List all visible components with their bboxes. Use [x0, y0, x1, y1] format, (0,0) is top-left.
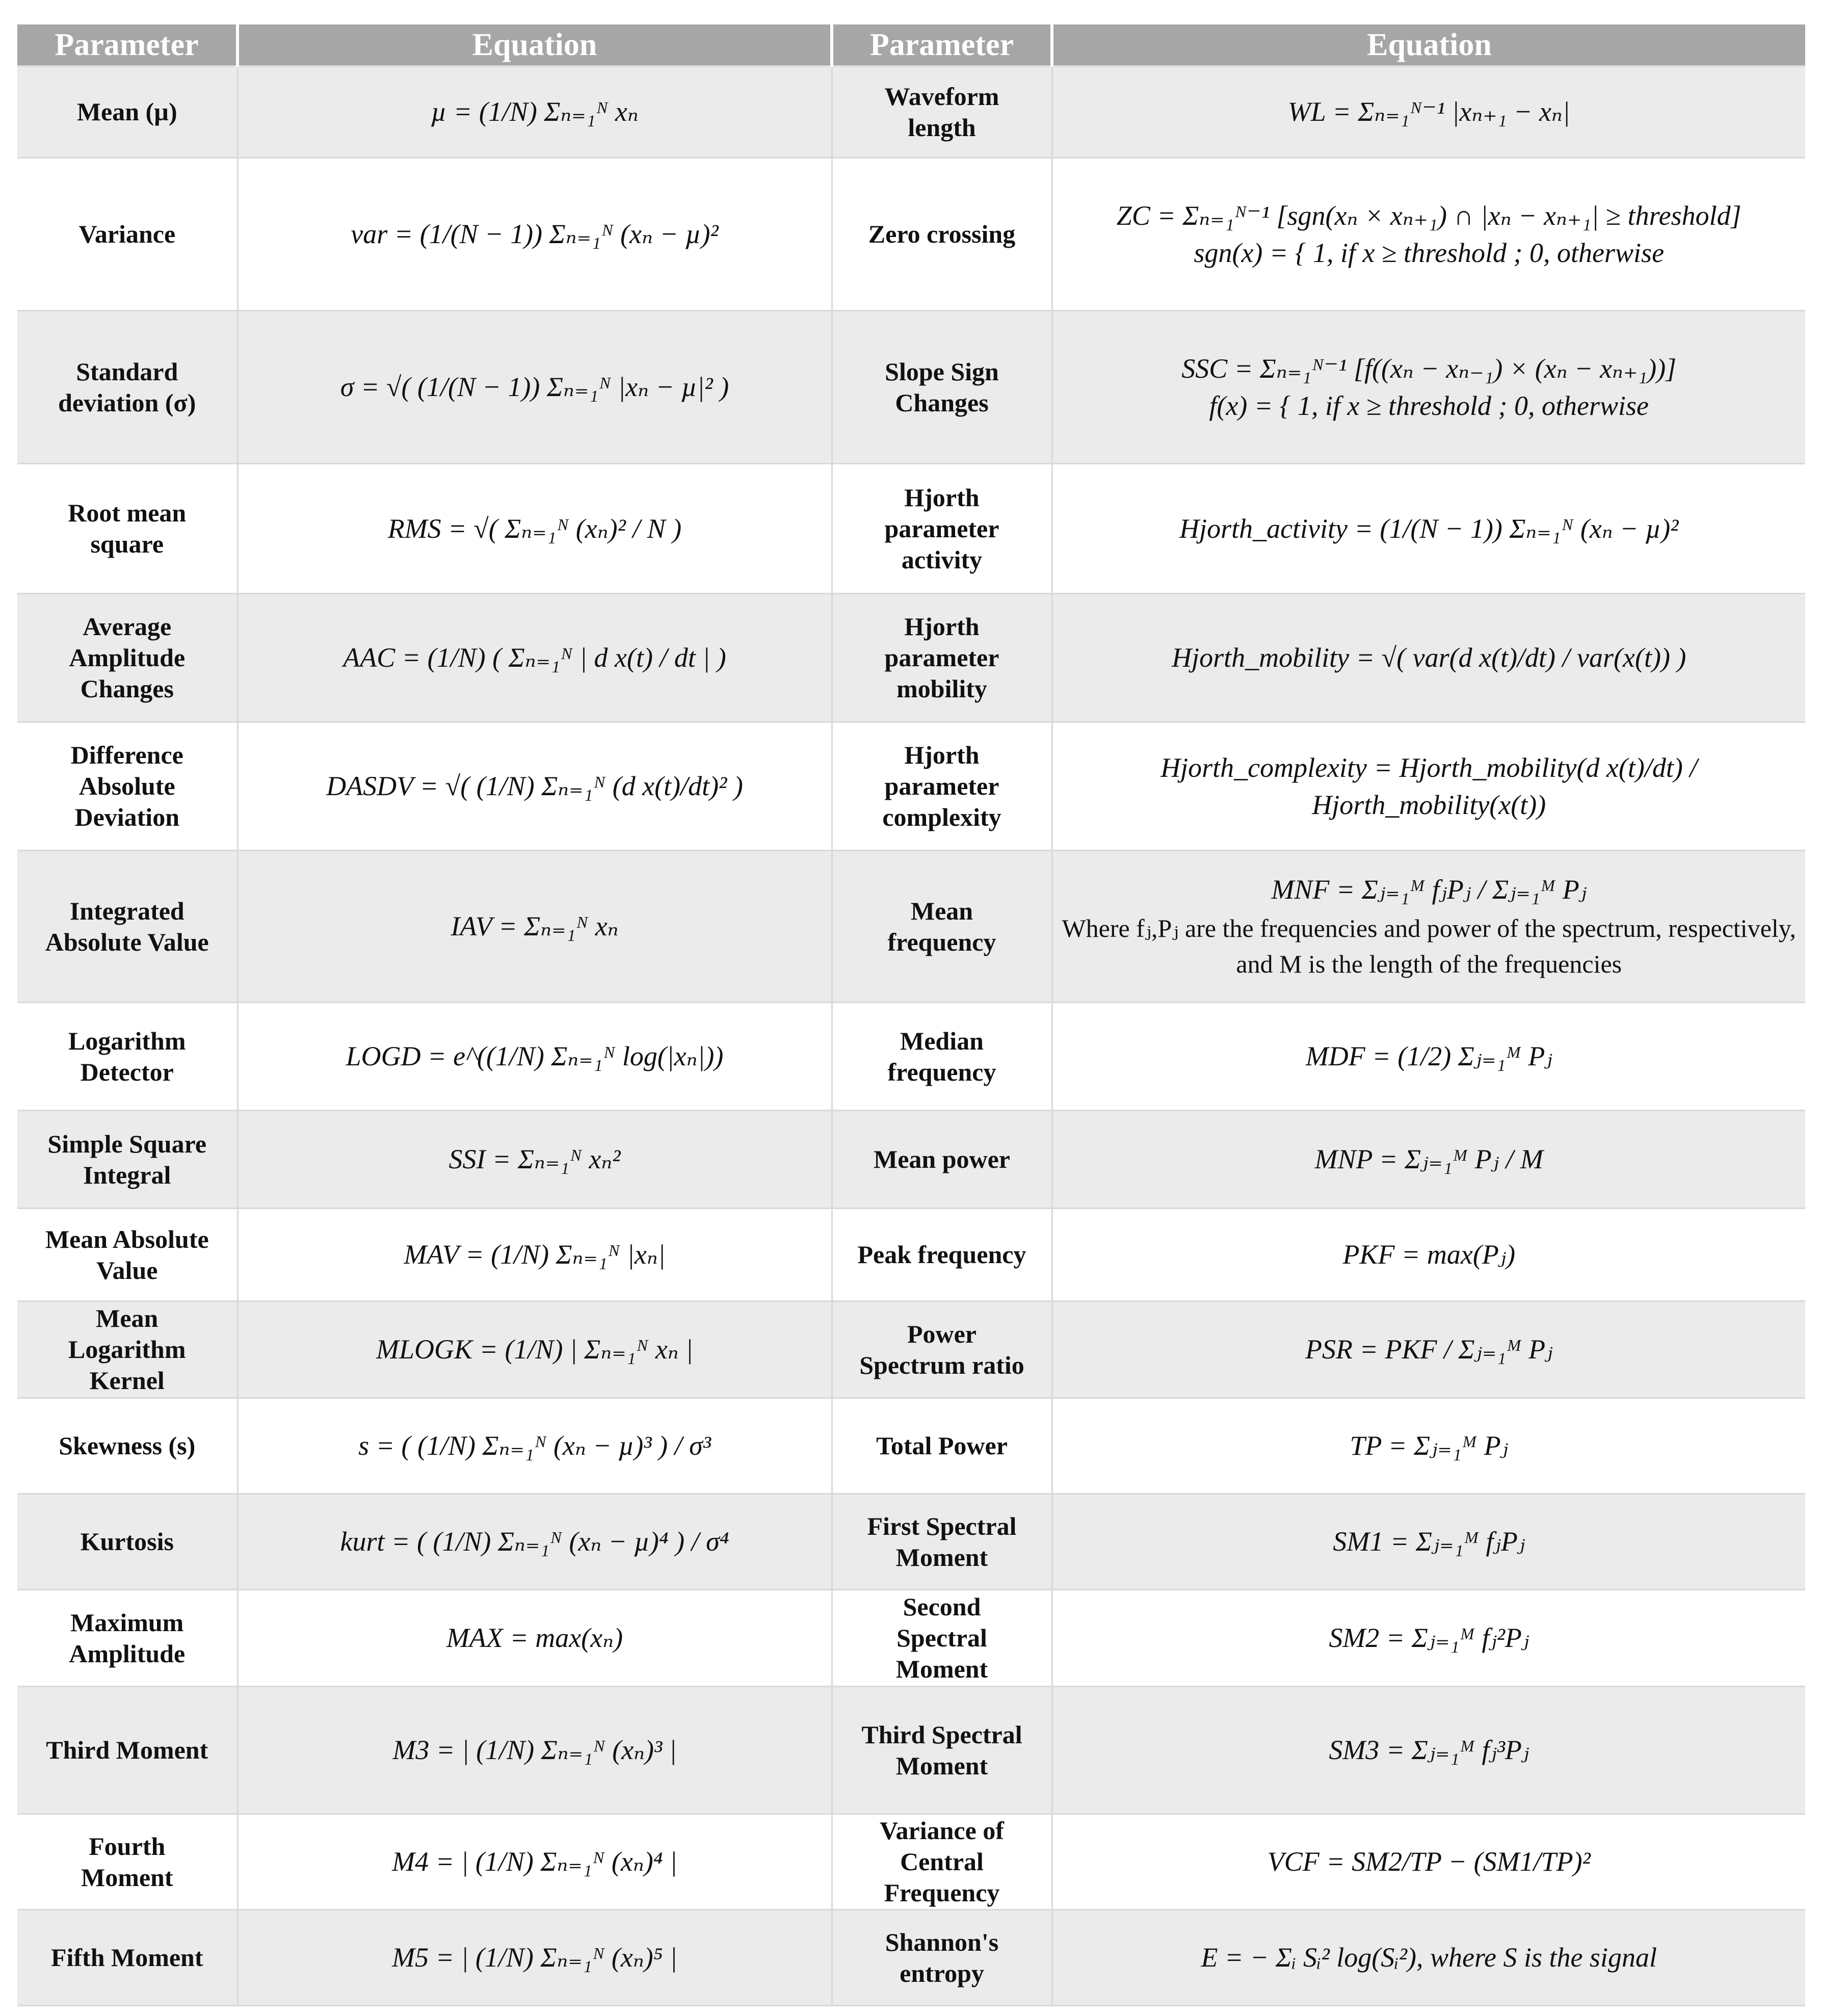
equation-cell [237, 311, 832, 464]
equation-line: WL = Σₙ₌₁ᴺ⁻¹ |xₙ₊₁ − xₙ| [1287, 96, 1570, 127]
equation-cell [1052, 1209, 1805, 1301]
equation-line: TP = Σⱼ₌₁ᴹ Pⱼ [1350, 1430, 1508, 1461]
equation-cell [237, 158, 832, 311]
equation-cell [237, 851, 832, 1003]
equation-cell [237, 1003, 832, 1111]
equation-line: MLOGK = (1/N) | Σₙ₌₁ᴺ xₙ | [376, 1334, 694, 1365]
equation-line: PSR = PKF / Σⱼ₌₁ᴹ Pⱼ [1305, 1334, 1553, 1365]
equation-cell [1052, 1494, 1805, 1590]
parameter-cell: Hjorth parameter activity [832, 464, 1052, 594]
parameter-cell: Hjorth parameter mobility [832, 594, 1052, 722]
parameter-cell: Third Moment [17, 1687, 237, 1814]
header-parameter-1: Parameter [17, 24, 237, 66]
equation-cell [237, 722, 832, 851]
equation-cell [237, 1494, 832, 1590]
equation-line: MNP = Σⱼ₌₁ᴹ Pⱼ / M [1314, 1144, 1543, 1175]
equation-line: kurt = ( (1/N) Σₙ₌₁ᴺ (xₙ − µ)⁴ ) / σ⁴ [340, 1526, 729, 1557]
parameter-cell: Variance [17, 158, 237, 311]
table-row [17, 594, 1805, 722]
equation-cell [1052, 594, 1805, 722]
equation-cell [1052, 1814, 1805, 1910]
equation-line: M3 = | (1/N) Σₙ₌₁ᴺ (xₙ)³ | [392, 1735, 677, 1766]
equation-line: SSC = Σₙ₌₁ᴺ⁻¹ [f((xₙ − xₙ₋₁) × (xₙ − xₙ₊₁))] [1181, 353, 1677, 384]
table-row [17, 1814, 1805, 1910]
equation-cell [1052, 1590, 1805, 1687]
equation-line: M4 = | (1/N) Σₙ₌₁ᴺ (xₙ)⁴ | [392, 1846, 677, 1877]
equation-line: M5 = | (1/N) Σₙ₌₁ᴺ (xₙ)⁵ | [392, 1942, 677, 1973]
equation-line: SM3 = Σⱼ₌₁ᴹ fⱼ³Pⱼ [1329, 1735, 1529, 1766]
equation-line: σ = √( (1/(N − 1)) Σₙ₌₁ᴺ |xₙ − µ|² ) [340, 372, 729, 403]
parameter-cell: Power Spectrum ratio [832, 1301, 1052, 1398]
equation-line: f(x) = { 1, if x ≥ threshold ; 0, otherwise [1209, 390, 1649, 421]
equation-line: VCF = SM2/TP − (SM1/TP)² [1267, 1846, 1591, 1877]
parameter-cell: Variance of Central Frequency [832, 1814, 1052, 1910]
equation-line: s = ( (1/N) Σₙ₌₁ᴺ (xₙ − µ)³ ) / σ³ [358, 1430, 711, 1461]
equation-cell [1052, 158, 1805, 311]
equation-cell [1052, 311, 1805, 464]
header-row [17, 24, 1805, 66]
parameter-cell: Average Amplitude Changes [17, 594, 237, 722]
equation-line: AAC = (1/N) ( Σₙ₌₁ᴺ | d x(t) / dt | ) [343, 642, 726, 673]
header-parameter-2: Parameter [832, 24, 1052, 66]
table-row [17, 311, 1805, 464]
parameter-cell: Median frequency [832, 1003, 1052, 1111]
parameter-cell: Mean power [832, 1111, 1052, 1209]
equation-cell [1052, 1687, 1805, 1814]
table-row [17, 1910, 1805, 2006]
equation-line: PKF = max(Pⱼ) [1342, 1239, 1516, 1270]
feature-equation-table [17, 24, 1805, 2006]
parameter-cell: Skewness (s) [17, 1398, 237, 1494]
equation-cell [1052, 1111, 1805, 1209]
equation-cell [1052, 1398, 1805, 1494]
equation-line: RMS = √( Σₙ₌₁ᴺ (xₙ)² / N ) [387, 513, 682, 544]
equation-cell [237, 464, 832, 594]
equation-cell [1052, 851, 1805, 1003]
parameter-cell: Fourth Moment [17, 1814, 237, 1910]
table-row [17, 1111, 1805, 1209]
equation-line: DASDV = √( (1/N) Σₙ₌₁ᴺ (d x(t)/dt)² ) [326, 771, 743, 802]
header-equation-1: Equation [237, 24, 832, 66]
table-row [17, 851, 1805, 1003]
parameter-cell: Slope Sign Changes [832, 311, 1052, 464]
parameter-cell: Mean frequency [832, 851, 1052, 1003]
parameter-cell: Zero crossing [832, 158, 1052, 311]
parameter-cell: Mean (µ) [17, 66, 237, 158]
parameter-cell: Fifth Moment [17, 1910, 237, 2006]
equation-line: E = − Σᵢ Sᵢ² log(Sᵢ²), where S is the signal [1201, 1942, 1657, 1973]
equation-cell [1052, 722, 1805, 851]
equation-line: MNF = Σⱼ₌₁ᴹ fⱼPⱼ / Σⱼ₌₁ᴹ Pⱼ [1271, 874, 1587, 905]
equation-line: µ = (1/N) Σₙ₌₁ᴺ xₙ [431, 96, 639, 127]
table-row [17, 66, 1805, 158]
table-row [17, 1209, 1805, 1301]
parameter-cell: Maximum Amplitude [17, 1590, 237, 1687]
equation-cell [237, 1687, 832, 1814]
table-row [17, 1003, 1805, 1111]
equation-cell [1052, 1301, 1805, 1398]
parameter-cell: Difference Absolute Deviation [17, 722, 237, 851]
parameter-cell: Waveform length [832, 66, 1052, 158]
equation-cell [237, 1111, 832, 1209]
parameter-cell: Kurtosis [17, 1494, 237, 1590]
equation-line: SM2 = Σⱼ₌₁ᴹ fⱼ²Pⱼ [1329, 1622, 1529, 1654]
equation-line: Hjorth_complexity = Hjorth_mobility(d x(t)/dt) / Hjorth_mobility(x(t)) [1160, 752, 1698, 820]
equation-line: SM1 = Σⱼ₌₁ᴹ fⱼPⱼ [1333, 1526, 1525, 1557]
equation-line: Hjorth_activity = (1/(N − 1)) Σₙ₌₁ᴺ (xₙ − µ)² [1179, 513, 1679, 544]
parameter-cell: Simple Square Integral [17, 1111, 237, 1209]
equation-cell [237, 1590, 832, 1687]
parameter-cell: Mean Absolute Value [17, 1209, 237, 1301]
parameter-cell: Shannon's entropy [832, 1910, 1052, 2006]
equation-cell [237, 66, 832, 158]
equation-cell [237, 1398, 832, 1494]
equation-cell [1052, 1003, 1805, 1111]
equation-cell [237, 594, 832, 722]
parameter-cell: Standard deviation (σ) [17, 311, 237, 464]
equation-line: sgn(x) = { 1, if x ≥ threshold ; 0, otherwise [1194, 237, 1665, 268]
equation-cell [237, 1814, 832, 1910]
equation-line: var = (1/(N − 1)) Σₙ₌₁ᴺ (xₙ − µ)² [351, 219, 719, 250]
parameter-cell: Peak frequency [832, 1209, 1052, 1301]
parameter-cell: Mean Logarithm Kernel [17, 1301, 237, 1398]
header-equation-2: Equation [1052, 24, 1805, 66]
equation-cell [1052, 66, 1805, 158]
equation-line: MDF = (1/2) Σⱼ₌₁ᴹ Pⱼ [1305, 1041, 1552, 1072]
table-row [17, 1687, 1805, 1814]
table-row [17, 1590, 1805, 1687]
parameter-cell: Integrated Absolute Value [17, 851, 237, 1003]
equation-line: Hjorth_mobility = √( var(d x(t)/dt) / var(x(t)) ) [1172, 642, 1686, 673]
equation-line: MAX = max(xₙ) [446, 1622, 623, 1654]
parameter-cell: Hjorth parameter complexity [832, 722, 1052, 851]
equation-line: ZC = Σₙ₌₁ᴺ⁻¹ [sgn(xₙ × xₙ₊₁) ∩ |xₙ − xₙ₊₁| ≥ threshold] [1116, 200, 1741, 231]
equation-cell [237, 1910, 832, 2006]
equation-line: MAV = (1/N) Σₙ₌₁ᴺ |xₙ| [404, 1239, 666, 1270]
parameter-cell: Total Power [832, 1398, 1052, 1494]
table-row [17, 464, 1805, 594]
equation-cell [1052, 464, 1805, 594]
table-row [17, 1301, 1805, 1398]
equation-cell [1052, 1910, 1805, 2006]
parameter-cell: Logarithm Detector [17, 1003, 237, 1111]
equation-cell [237, 1301, 832, 1398]
equation-note: Where fⱼ,Pⱼ are the frequencies and power of the spectrum, respectively, and M is the length of the frequencies [1062, 913, 1797, 978]
equation-cell [237, 1209, 832, 1301]
table-row [17, 722, 1805, 851]
equation-line: LOGD = e^((1/N) Σₙ₌₁ᴺ log(|xₙ|)) [346, 1041, 724, 1072]
table-row [17, 1398, 1805, 1494]
parameter-cell: Third Spectral Moment [832, 1687, 1052, 1814]
table-row [17, 158, 1805, 311]
parameter-cell: Root mean square [17, 464, 237, 594]
parameter-cell: Second Spectral Moment [832, 1590, 1052, 1687]
equation-line: IAV = Σₙ₌₁ᴺ xₙ [451, 911, 619, 942]
equation-line: SSI = Σₙ₌₁ᴺ xₙ² [448, 1144, 621, 1175]
table-row [17, 1494, 1805, 1590]
parameter-cell: First Spectral Moment [832, 1494, 1052, 1590]
table-body [17, 66, 1805, 2006]
